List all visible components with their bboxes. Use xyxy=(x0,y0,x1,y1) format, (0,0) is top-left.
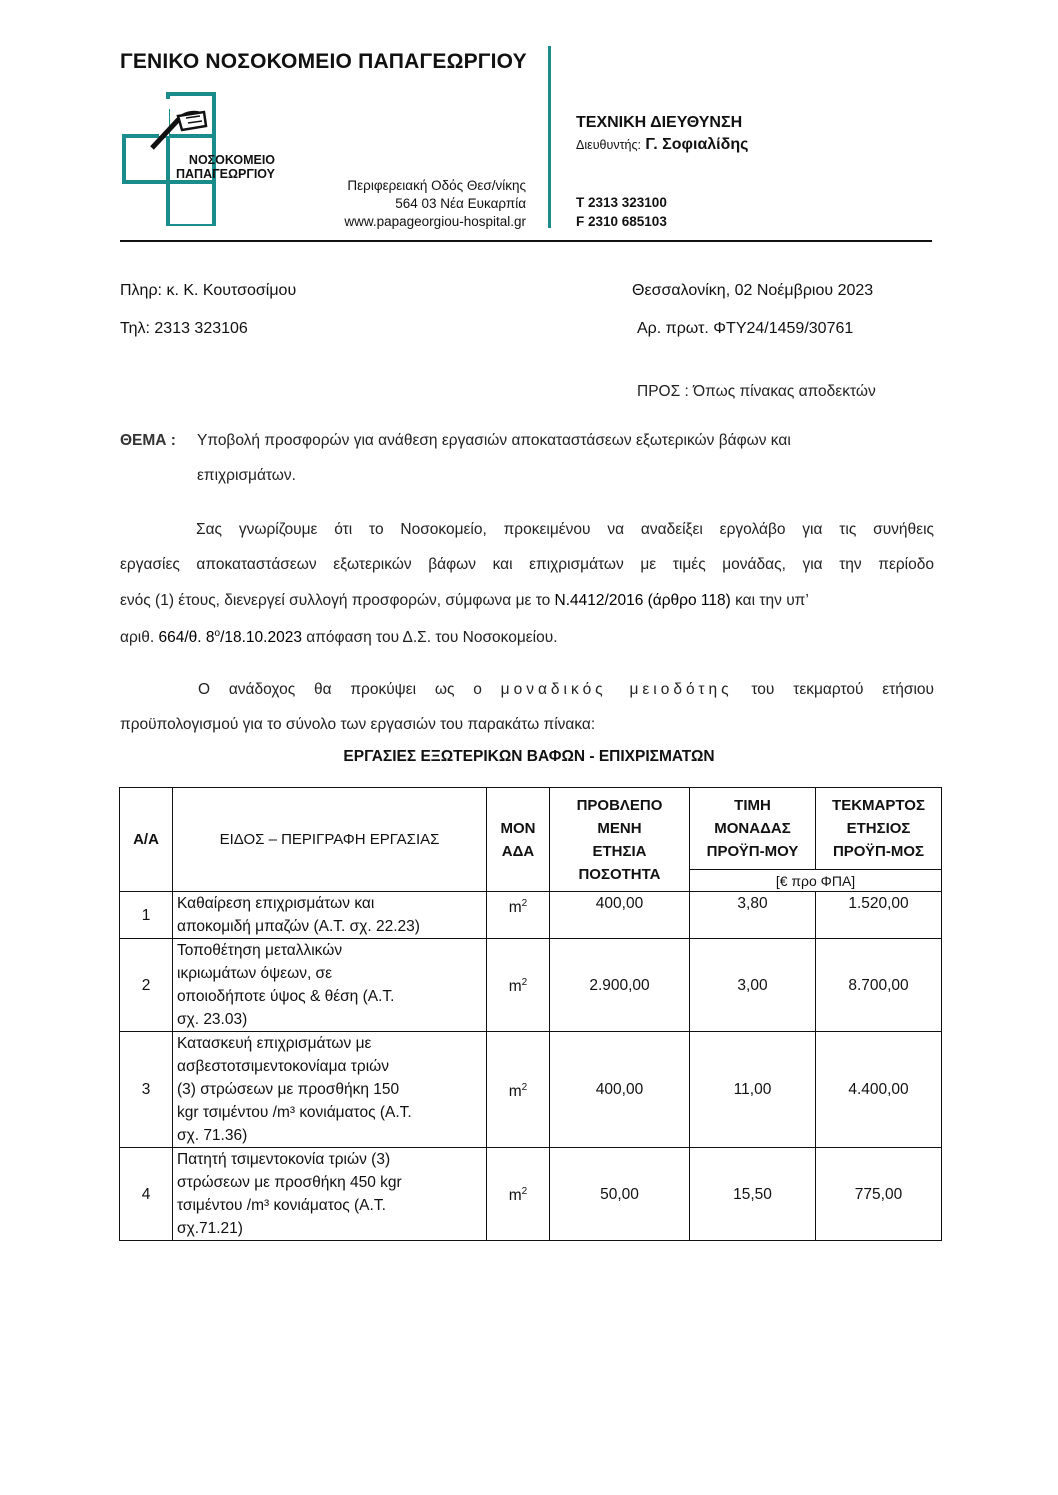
address-line-2: 564 03 Νέα Ευκαρπία xyxy=(395,196,526,211)
row-total: 4.400,00 xyxy=(816,1032,942,1148)
unit-exponent: 2 xyxy=(521,1186,528,1198)
vat-note: [€ προ ΦΠΑ] xyxy=(690,870,942,892)
description-line: σχ. 23.03) xyxy=(177,1011,248,1028)
logo-line-2: ΠΑΠΑΓΕΩΡΓΙΟΥ xyxy=(176,167,276,181)
header-rule xyxy=(120,240,932,242)
unit-symbol: m xyxy=(508,1187,522,1205)
unit-symbol: m xyxy=(508,899,522,917)
fax-number: F 2310 685103 xyxy=(576,214,667,229)
header-qty-line-3: ΕΤΗΣΙΑ xyxy=(592,842,647,860)
row-total: 1.520,00 xyxy=(816,892,942,939)
decision-date: /18.10.2023 xyxy=(220,629,302,647)
director-label: Διευθυντής: xyxy=(576,138,641,152)
description-line: ικριωμάτων όψεων, σε xyxy=(177,965,333,982)
row-aa: 1 xyxy=(120,892,173,939)
unit-symbol: m xyxy=(508,1083,522,1101)
unit-symbol: m xyxy=(508,978,522,996)
row-description xyxy=(173,892,487,939)
row-description xyxy=(173,1032,487,1148)
header-total-line-2: ΕΤΗΣΙΟΣ xyxy=(846,820,911,837)
paragraph-1-line-2: εργασίες αποκαταστάσεων εξωτερικών βάφων και επιχρισμάτων με τιμές μονάδας, για την περίοδο xyxy=(120,556,934,573)
paragraph-2-line-2: προϋπολογισμού για το σύνολο των εργασιών του παρακάτω πίνακα: xyxy=(120,716,596,733)
description-line: Καθαίρεση επιχρισμάτων και xyxy=(177,895,375,912)
header-qty-line-1: ΠΡΟΒΛΕΠΟ xyxy=(576,796,663,814)
row-unit-price: 11,00 xyxy=(690,1032,816,1148)
unit-exponent: 2 xyxy=(521,977,528,989)
row-unit xyxy=(487,939,550,1032)
subject-label: ΘΕΜΑ : xyxy=(120,432,176,449)
description-line: Πατητή τσιμεντοκονία τριών (3) xyxy=(177,1151,391,1168)
description-line: τσιμέντου /m³ κονιάματος (Α.Τ. xyxy=(177,1197,386,1214)
address-line-1: Περιφερειακή Οδός Θεσ/νίκης xyxy=(347,178,526,193)
law-reference: Ν.4412/2016 (άρθρο 118) xyxy=(554,592,731,609)
header-divider xyxy=(548,46,551,228)
header-unit xyxy=(487,788,550,892)
hospital-address xyxy=(240,177,526,231)
header-qty-line-2: ΜΕΝΗ xyxy=(597,819,642,837)
description-line: ασβεστοτσιμεντοκονίαμα τριών xyxy=(177,1058,390,1075)
row-unit-price: 3,00 xyxy=(690,939,816,1032)
paragraph-1-line-4 xyxy=(120,628,558,647)
recipient-label: ΠΡΟΣ : xyxy=(637,383,689,400)
letter-date: Θεσσαλονίκη, 02 Νοέμβριου 2023 xyxy=(632,282,874,299)
row-description xyxy=(173,1148,487,1241)
description-line: Τοποθέτηση μεταλλικών xyxy=(177,942,343,959)
contact-person: Πληρ: κ. Κ. Κουτσοσίμου xyxy=(120,282,297,299)
lowest-bidder-emphasis: μοναδικός μειοδότης xyxy=(500,681,733,698)
header-total-line-3: ΠΡΟΫΠ-ΜΟΣ xyxy=(832,843,925,860)
row-quantity: 50,00 xyxy=(550,1148,690,1241)
row-description xyxy=(173,939,487,1032)
table-row xyxy=(120,939,942,1032)
p1-line3-text: ενός (1) έτους, διενεργεί συλλογή προσφορών, σύμφωνα με το xyxy=(120,592,555,609)
description-line: αποκομιδή μπαζών (Α.Τ. σχ. 22.23) xyxy=(177,918,420,935)
paragraph-1-line-1: Σας γνωρίζουμε ότι το Νοσοκομείο, προκειμένου να αναδείξει εργολάβο για τις συνήθεις xyxy=(196,521,934,538)
row-quantity: 400,00 xyxy=(550,892,690,939)
description-line: kgr τσιμέντου /m³ κονιάματος (Α.Τ. xyxy=(177,1104,412,1121)
description-line: Κατασκευή επιχρισμάτων με xyxy=(177,1035,372,1052)
hospital-title: ΓΕΝΙΚΟ ΝΟΣΟΚΟΜΕΙΟ ΠΑΠΑΓΕΩΡΓΙΟΥ xyxy=(120,50,527,73)
table-row xyxy=(120,1032,942,1148)
row-quantity: 2.900,00 xyxy=(550,939,690,1032)
header-unit-line-1: ΜΟΝ xyxy=(500,819,536,837)
recipient-line xyxy=(637,383,876,401)
director-name: Γ. Σοφιαλίδης xyxy=(645,136,749,153)
table-row xyxy=(120,1148,942,1241)
recipient-value: Όπως πίνακας αποδεκτών xyxy=(693,383,876,400)
header-total-line-1: ΤΕΚΜΑΡΤΟΣ xyxy=(832,797,925,814)
phone-number: T 2313 323100 xyxy=(576,195,667,210)
p1-line4-tail: απόφαση του Δ.Σ. του Νοσοκομείου. xyxy=(301,629,558,647)
paragraph-1-line-3 xyxy=(120,592,809,610)
unit-exponent: 2 xyxy=(521,1081,528,1093)
unit-exponent: 2 xyxy=(521,898,528,909)
header-price-line-2: ΜΟΝΑΔΑΣ xyxy=(714,820,791,837)
row-unit-price: 15,50 xyxy=(690,1148,816,1241)
works-table xyxy=(119,787,942,1241)
table-title: ΕΡΓΑΣΙΕΣ ΕΞΩΤΕΡΙΚΩΝ ΒΑΦΩΝ - ΕΠΙΧΡΙΣΜΑΤΩΝ xyxy=(343,748,715,765)
subject-line-2: επιχρισμάτων. xyxy=(197,467,296,484)
paragraph-2-line-1 xyxy=(198,681,934,699)
p1-line4-text: αριθ. xyxy=(120,629,159,647)
header-unit-line-2: ΑΔΑ xyxy=(501,842,535,860)
department-name: ΤΕΧΝΙΚΗ ΔΙΕΥΘΥΝΣΗ xyxy=(576,114,743,131)
decision-number: 664/θ. 8 xyxy=(158,629,215,647)
row-total: 8.700,00 xyxy=(816,939,942,1032)
header-unit-price xyxy=(690,788,816,870)
header-price-line-1: ΤΙΜΗ xyxy=(734,797,771,814)
description-line: οποιοδήποτε ύψος & θέση (Α.Τ. xyxy=(177,988,395,1005)
header-quantity xyxy=(550,788,690,892)
p2-line1-tail: του τεκμαρτού ετήσιου xyxy=(732,681,935,698)
hospital-logo xyxy=(120,90,276,226)
header-price-line-3: ΠΡΟΫΠ-ΜΟΥ xyxy=(706,843,799,860)
row-unit-price: 3,80 xyxy=(690,892,816,939)
table-header-row xyxy=(120,788,942,870)
subject-line-1: Υποβολή προσφορών για ανάθεση εργασιών αποκαταστάσεων εξωτερικών βάφων και xyxy=(197,432,791,449)
header-qty-line-4: ΠΟΣΟΤΗΤΑ xyxy=(578,865,661,883)
row-unit xyxy=(487,1148,550,1241)
website: www.papageorgiou-hospital.gr xyxy=(344,214,526,229)
description-line: σχ.71.21) xyxy=(177,1220,243,1237)
description-line: (3) στρώσεων με προσθήκη 150 xyxy=(177,1081,400,1098)
logo-line-1: ΝΟΣΟΚΟΜΕΙΟ xyxy=(188,153,276,167)
description-line: σχ. 71.36) xyxy=(177,1127,248,1144)
decision-superscript: ο xyxy=(214,628,221,639)
header-aa: Α/Α xyxy=(120,788,173,892)
header-description: ΕΙΔΟΣ – ΠΕΡΙΓΡΑΦΗ ΕΡΓΑΣΙΑΣ xyxy=(173,788,487,892)
description-line: στρώσεων με προσθήκη 450 kgr xyxy=(177,1174,402,1191)
table-row xyxy=(120,892,942,939)
row-unit xyxy=(487,1032,550,1148)
contact-numbers xyxy=(576,193,667,231)
row-aa: 4 xyxy=(120,1148,173,1241)
row-unit xyxy=(487,892,550,939)
contact-tel: Τηλ: 2313 323106 xyxy=(120,320,248,337)
protocol-number: Αρ. πρωτ. ΦΤΥ24/1459/30761 xyxy=(637,320,854,337)
director-line xyxy=(576,135,748,155)
row-total: 775,00 xyxy=(816,1148,942,1241)
row-aa: 3 xyxy=(120,1032,173,1148)
p1-line3-tail: και την υπ’ xyxy=(730,592,809,609)
row-quantity: 400,00 xyxy=(550,1032,690,1148)
row-aa: 2 xyxy=(120,939,173,1032)
header-annual-budget xyxy=(816,788,942,870)
p2-line1-text: Ο ανάδοχος θα προκύψει ως ο xyxy=(198,681,501,698)
